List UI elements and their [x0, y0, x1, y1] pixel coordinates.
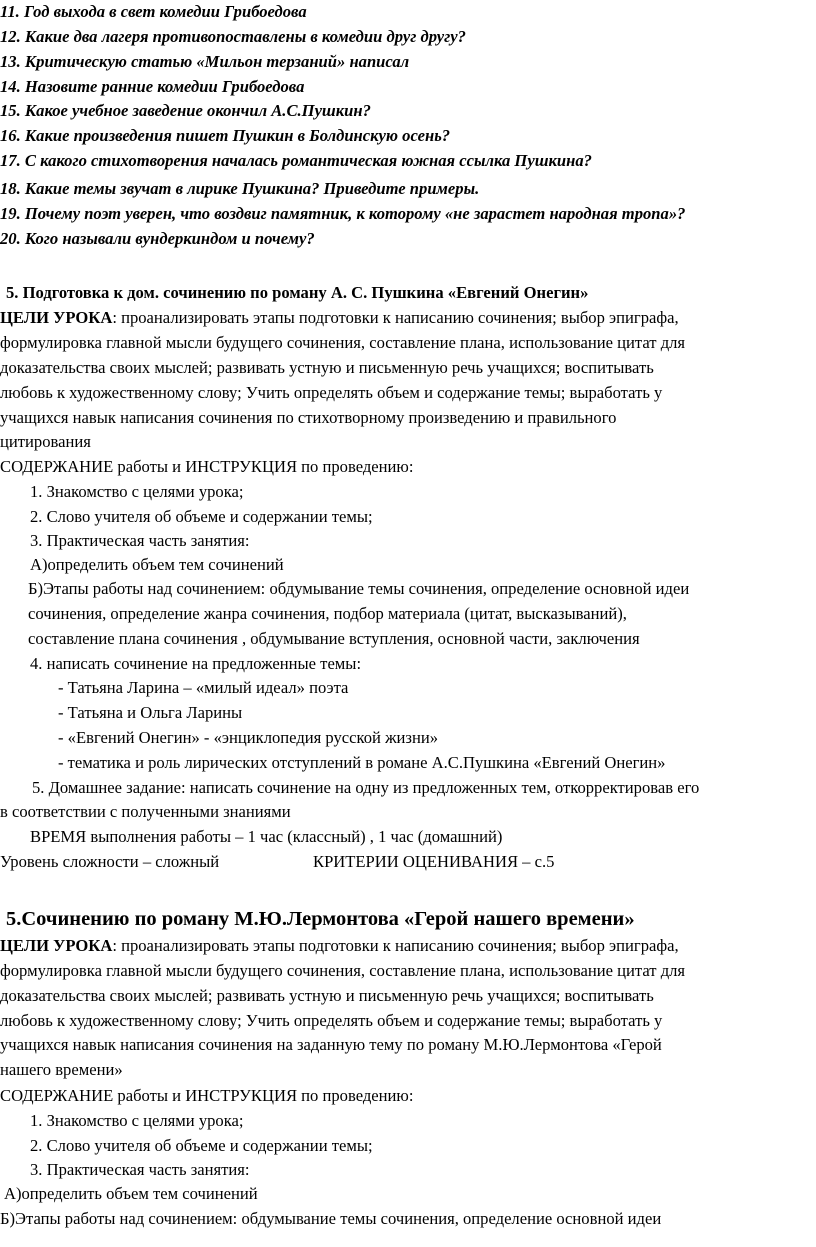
question-15: 15. Какое учебное заведение окончил А.С.Пушкин? — [0, 101, 371, 120]
goals-line: учащихся навык написания сочинения по стихотворному произведению и правильного — [0, 408, 617, 427]
goals-line: любовь к художественному слову; Учить определять объем и содержание темы; выработать у — [0, 1011, 663, 1030]
topic-item: - тематика и роль лирических отступлений в романе А.С.Пушкина «Евгений Онегин» — [58, 753, 666, 772]
topic-item: - Татьяна Ларина – «милый идеал» поэта — [58, 678, 349, 697]
goals-text: : проанализировать этапы подготовки к написанию сочинения; выбор эпиграфа, — [112, 308, 679, 327]
content-heading: СОДЕРЖАНИЕ работы и ИНСТРУКЦИЯ по проведению: — [0, 457, 414, 476]
list-item: 4. написать сочинение на предложенные темы: — [30, 654, 362, 673]
sub-item-a: А)определить объем тем сочинений — [30, 555, 284, 574]
list-item: 1. Знакомство с целями урока; — [30, 1111, 244, 1130]
content-heading: СОДЕРЖАНИЕ работы и ИНСТРУКЦИЯ по проведению: — [0, 1086, 414, 1105]
list-item: 3. Практическая часть занятия: — [30, 1160, 250, 1179]
level-text: Уровень сложности – сложный — [0, 852, 220, 871]
question-14: 14. Назовите ранние комедии Грибоедова — [0, 77, 305, 96]
sub-item-a: А)определить объем тем сочинений — [4, 1184, 258, 1203]
question-19: 19. Почему поэт уверен, что воздвиг памятник, к которому «не зарастет народная тропа»? — [0, 204, 686, 223]
question-12: 12. Какие два лагеря противопоставлены в комедии друг другу? — [0, 27, 466, 46]
goals-line: учащихся навык написания сочинения на заданную тему по роману М.Ю.Лермонтова «Герой — [0, 1035, 662, 1054]
criteria-text: КРИТЕРИИ ОЦЕНИВАНИЯ – с.5 — [313, 852, 555, 871]
goals-label: ЦЕЛИ УРОКА — [0, 936, 113, 955]
goals-line: любовь к художественному слову; Учить определять объем и содержание темы; выработать у — [0, 383, 663, 402]
goals-text: : проанализировать этапы подготовки к написанию сочинения; выбор эпиграфа, — [112, 936, 679, 955]
topic-item: - Татьяна и Ольга Ларины — [58, 703, 243, 722]
goals-line: нашего времени» — [0, 1060, 123, 1079]
goals-label: ЦЕЛИ УРОКА — [0, 308, 113, 327]
goals-line: цитирования — [0, 432, 91, 451]
sub-item-b: Б)Этапы работы над сочинением: обдумывание темы сочинения, определение основной идеи — [28, 579, 690, 598]
sub-item-b: составление плана сочинения , обдумывание вступления, основной части, заключения — [28, 629, 640, 648]
goals-line: формулировка главной мысли будущего сочинения, составление плана, использование цитат для — [0, 333, 686, 352]
homework-text: в соответствии с полученными знаниями — [0, 802, 291, 821]
question-13: 13. Критическую статью «Мильон терзаний» написал — [0, 52, 410, 71]
goals-line — [0, 935, 679, 957]
topic-item: - «Евгений Онегин» - «энциклопедия русской жизни» — [58, 728, 439, 747]
list-item: 3. Практическая часть занятия: — [30, 531, 250, 550]
list-item: 1. Знакомство с целями урока; — [30, 482, 244, 501]
question-18: 18. Какие темы звучат в лирике Пушкина? Приведите примеры. — [0, 179, 480, 198]
goals-line — [0, 307, 679, 329]
homework-text: 5. Домашнее задание: написать сочинение на одну из предложенных тем, откорректировав его — [32, 778, 700, 797]
list-item: 2. Слово учителя об объеме и содержании темы; — [30, 507, 373, 526]
goals-line: формулировка главной мысли будущего сочинения, составление плана, использование цитат для — [0, 961, 686, 980]
question-20: 20. Кого называли вундеркиндом и почему? — [0, 229, 315, 248]
question-11: 11. Год выхода в свет комедии Грибоедова — [0, 2, 307, 21]
question-17: 17. С какого стихотворения началась романтическая южная ссылка Пушкина? — [0, 151, 592, 170]
time-text: ВРЕМЯ выполнения работы – 1 час (классный) , 1 час (домашний) — [30, 827, 503, 846]
sub-item-b: Б)Этапы работы над сочинением: обдумывание темы сочинения, определение основной идеи — [0, 1209, 662, 1228]
goals-line: доказательства своих мыслей; развивать устную и письменную речь учащихся; воспитывать — [0, 986, 654, 1005]
section-title: 5.Сочинению по роману М.Ю.Лермонтова «Герой нашего времени» — [6, 908, 635, 930]
sub-item-b: сочинения, определение жанра сочинения, подбор материала (цитат, высказываний), — [28, 604, 627, 623]
list-item: 2. Слово учителя об объеме и содержании темы; — [30, 1136, 373, 1155]
question-16: 16. Какие произведения пишет Пушкин в Болдинскую осень? — [0, 126, 451, 145]
section-title: 5. Подготовка к дом. сочинению по роману А. С. Пушкина «Евгений Онегин» — [6, 283, 589, 302]
goals-line: доказательства своих мыслей; развивать устную и письменную речь учащихся; воспитывать — [0, 358, 654, 377]
